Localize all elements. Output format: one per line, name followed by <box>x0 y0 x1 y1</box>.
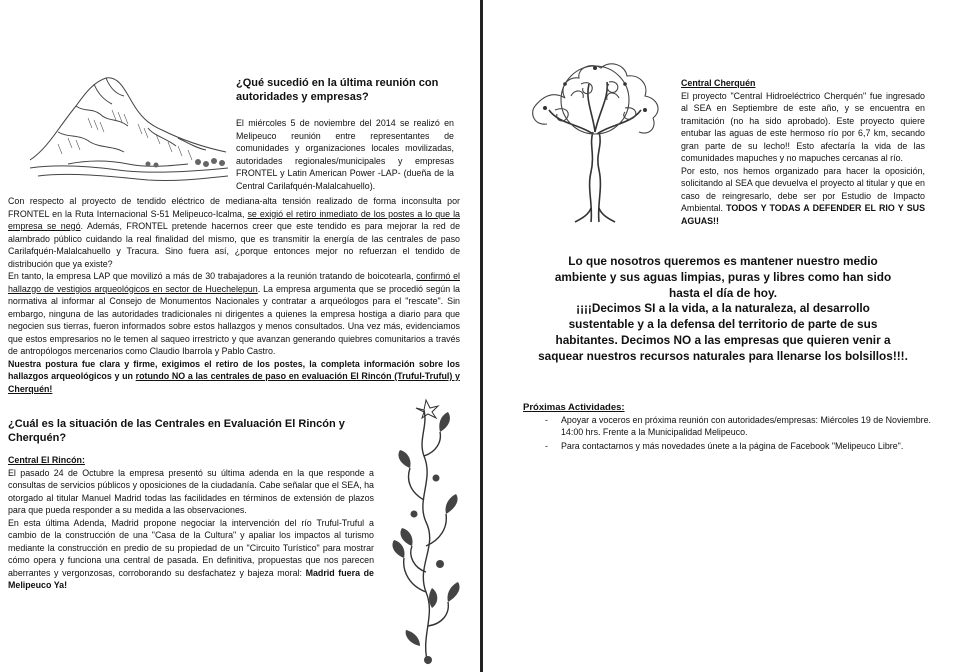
activity-item: - Para contactarnos y más novedades únete a la página de Facebook "Melipeuco Libre". <box>545 441 904 451</box>
manifesto-block <box>503 254 943 365</box>
section2-paragraph-2: En esta última Adenda, Madrid propone negociar la intervención del río Truful-Truful a cambio de la construcción de una "Casa de la Cultura" y apaliar los impactos al turismo mediante la construcción en predio de su propiedad de un "Circuito Turístico" para mostrar cómo opera y funciona una central de pasada. En definitiva, propuestas que nos parecen aberrantes y vergonzosas, corroborando su desfachatez y bajeza moral: Madrid fuera de Melipeuco Ya! <box>8 517 374 590</box>
section2-body <box>8 454 374 592</box>
section1-paragraph-3: Nuestra postura fue clara y firme, exigimos el retiro de los postes, la completa información sobre los hallazgos arqueológicos y un rotundo NO a las centrales de paso en evaluación El Rincón (Truful-Truful) y Cherquén! <box>8 358 460 394</box>
activity-item: - Apoyar a voceros en próxima reunión con autoridades/empresas: Miércoles 19 de Noviembre. 14:00 hrs. Frente a la Municipalidad Melipeuco. <box>545 415 931 437</box>
archaeology-underline: confirmó el hallazgo de vestigios arqueológicos en sector de Huechelepun <box>8 271 460 294</box>
demand-underline: se exigió el retiro inmediato de los postes a lo que la empresa se negó <box>8 208 460 231</box>
manifesto-line-1: Lo que nosotros queremos es mantener nuestro medio <box>568 254 878 268</box>
climbing-plant-illustration <box>380 396 470 666</box>
manifesto-line-5: sustentable y a la defensa del territorio de parte de sus <box>568 317 878 332</box>
cherquen-section <box>681 77 925 227</box>
activities-title: Próximas Actividades: <box>523 402 625 413</box>
manifesto-line-3: hasta el día de hoy. <box>669 285 777 300</box>
section1-heading: ¿Qué sucedió en la última reunión con autoridades y empresas? <box>236 77 439 103</box>
central-cherquen-subheading: Central Cherquén <box>681 78 756 88</box>
mountain-landscape-illustration <box>28 68 233 190</box>
central-el-rincon-subheading: Central El Rincón: <box>8 455 85 465</box>
section1-intro: El miércoles 5 de noviembre del 2014 se realizó en Melipeuco reunión entre representantes de comunidades y organizaciones locales movilizadas, autoridades regionales/municipales y empresas FRONTEL y Latin American Power -LAP- (dueña de la Central Carilafquén-Malalcahuello). <box>236 118 454 191</box>
cherquen-paragraph-2: Por esto, nos hemos organizado para hacer la oposición, solicitando al SEA que devuelva el proyecto al titular y que en caso de reingresarlo, debe ser por Estudio de Impacto Ambiental. TODOS Y TODAS A DEFENDER EL RIO Y SUS AGUAS!! <box>681 165 925 226</box>
manifesto-line-7: saquear nuestros recursos naturales para llenarse los bolsillos!!!. <box>538 348 908 363</box>
cherquen-paragraph-1: El proyecto "Central Hidroeléctrico Cherquén" fue ingresado al SEA en Septiembre de este año, y se encuentra en tramitación (no ha sido aprobado). Este proyecto quiere entubar las aguas de este hermoso río por 6,7 km, secando gran parte de su lecho!! Esto afectaría la vida de las comunidades mapuches y no mapuches cercanas al río. <box>681 90 925 163</box>
section1-paragraph-1: Con respecto al proyecto de tendido eléctrico de mediana-alta tensión realizado de forma inconsulta por FRONTEL en la Ruta Internacional S-51 Melipeuco-Icalma, se exigió el retiro inmediato de los postes a lo que la empresa se negó. Además, FRONTEL pretende hacernos creer que este tendido es para mejorar la red de alambrado público cuidando la real finalidad del mismo, que es transmitir la energía de las centrales de paso Carilafquén-Malalcahuello y Tracura. Sino fuera así, ¿porque entonces mejor no refuerzan el tendido de distribución que ya existe? <box>8 196 461 269</box>
section1-paragraph-2: En tanto, la empresa LAP que movilizó a más de 30 trabajadores a la reunión tratando de boicotearla, confirmó el hallazgo de vestigios arqueológicos en sector de Huechelepun. La empresa argumenta que se procedió según la normativa al informar al Consejo de Monumentos Nacionales y contratar a arqueólogos para el "rescate". Sin embargo, ninguna de las autoridades tradicionales ni dirigentes a quienes la empresa hostiga a diario para que negocien sus tierras, fueron informados sobre estos hallazgos y menos consultados. Una vez más, evidenciamos que estos empresarios no le temen al saqueo irrestricto y que avanzan generando quiebres comunitarios a través de antropólogos mercenarios como Claudio Ibarrola y Pablo Castro. <box>8 271 460 356</box>
section2-heading: ¿Cuál es la situación de las Centrales en Evaluación El Rincón y Cherquén? <box>8 418 345 444</box>
section2-paragraph-1: El pasado 24 de Octubre la empresa presentó su última adenda en la que responde a consultas de servicios públicos y oposiciones de la ciudadanía. Cabe señalar que el SEA, ha otorgado al titular Manuel Madrid todas las facilidades en términos de extensión de plazos para que pueda responder a su medida a las observaciones. <box>8 467 374 515</box>
activities-section <box>523 402 943 452</box>
manifesto-line-4: ¡¡¡¡Decimos SI a la vida, a la naturaleza, al desarrollo <box>576 301 870 316</box>
tree-illustration <box>515 54 675 224</box>
section1-body <box>8 195 460 395</box>
manifesto-line-2: ambiente y sus aguas limpias, puras y libres como han sido <box>554 269 892 284</box>
right-page <box>483 0 960 672</box>
manifesto-line-6: habitantes. Decimos NO a las empresas que quieren venir a <box>555 332 891 347</box>
